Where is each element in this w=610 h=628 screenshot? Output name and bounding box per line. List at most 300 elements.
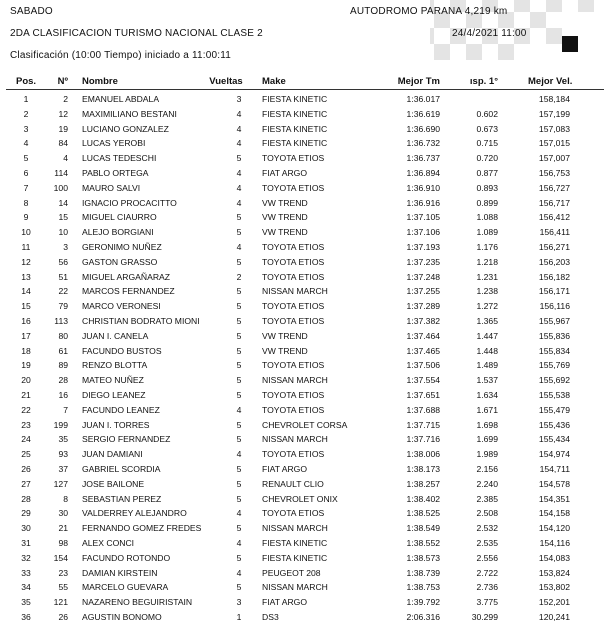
cell-make: TOYOTA ETIOS — [262, 508, 325, 519]
cell-make: TOYOTA ETIOS — [262, 301, 325, 312]
cell-laps: 5 — [236, 345, 242, 356]
checker-square — [430, 28, 434, 44]
cell-best-speed: 154,974 — [538, 449, 570, 460]
cell-make: RENAULT CLIO — [262, 478, 324, 489]
cell-position: 5 — [23, 153, 29, 164]
cell-best-speed: 154,116 — [539, 537, 570, 548]
cell-best-speed: 155,769 — [538, 360, 570, 371]
circuit-label: AUTODROMO PARANA 4,219 km — [350, 6, 508, 17]
cell-laps: 5 — [236, 389, 242, 400]
session-info: Clasificación (10:00 Tiempo) iniciado a 11:00:11 — [10, 50, 232, 61]
cell-make: VW TREND — [262, 212, 308, 223]
cell-best-speed: 156,411 — [539, 227, 570, 238]
cell-gap: 0.715 — [476, 138, 498, 149]
cell-make: VW TREND — [262, 345, 308, 356]
cell-make: TOYOTA ETIOS — [262, 256, 325, 267]
cell-best-speed: 157,007 — [538, 153, 570, 164]
cell-car-number: 22 — [58, 286, 68, 297]
cell-position: 33 — [21, 567, 31, 578]
cell-gap: 2.156 — [476, 463, 498, 474]
cell-car-number: 121 — [53, 597, 68, 608]
cell-best-time: 1:38.753 — [406, 582, 440, 593]
cell-laps: 5 — [236, 153, 242, 164]
cell-gap: 0.673 — [476, 123, 498, 134]
cell-best-speed: 154,351 — [538, 493, 570, 504]
cell-position: 34 — [21, 582, 31, 593]
cell-gap: 1.176 — [476, 241, 498, 252]
cell-position: 29 — [21, 508, 31, 519]
cell-position: 26 — [21, 463, 31, 474]
cell-best-speed: 156,412 — [538, 212, 570, 223]
table-row — [0, 521, 610, 536]
cell-best-speed: 154,158 — [538, 508, 570, 519]
cell-driver-name: MARCO VERONESI — [82, 301, 161, 312]
cell-best-time: 1:36.017 — [406, 94, 440, 104]
cell-best-speed: 155,434 — [538, 434, 570, 445]
cell-best-time: 1:39.792 — [406, 597, 440, 608]
cell-best-speed: 155,538 — [538, 389, 570, 400]
column-header-best-speed: Mejor Vel. — [528, 76, 573, 87]
checker-square-dark — [562, 36, 578, 52]
cell-laps: 4 — [236, 508, 242, 519]
cell-driver-name: JUAN I. CANELA — [82, 330, 149, 341]
cell-position: 30 — [21, 523, 31, 534]
cell-gap: 1.238 — [476, 286, 498, 297]
table-row — [0, 210, 610, 225]
cell-gap: 2.722 — [476, 567, 498, 578]
cell-make: TOYOTA ETIOS — [262, 315, 325, 326]
cell-position: 25 — [21, 449, 31, 460]
day-label: SABADO — [10, 6, 53, 17]
cell-best-time: 1:38.739 — [406, 567, 440, 578]
cell-driver-name: MARCOS FERNANDEZ — [82, 286, 175, 297]
cell-gap: 1.989 — [476, 449, 498, 460]
cell-driver-name: RENZO BLOTTA — [82, 360, 148, 371]
cell-driver-name: LUCAS TEDESCHI — [82, 153, 157, 164]
cell-make: TOYOTA ETIOS — [262, 360, 325, 371]
table-row — [0, 136, 610, 151]
cell-car-number: 93 — [58, 449, 68, 460]
cell-position: 11 — [21, 241, 31, 252]
cell-driver-name: MAXIMILIANO BESTANI — [82, 108, 177, 119]
column-header-best-time: Mejor Tm — [397, 76, 440, 87]
column-header-number: Nº — [57, 76, 68, 87]
table-row — [0, 166, 610, 181]
table-row — [0, 566, 610, 581]
checker-square — [514, 0, 530, 12]
cell-gap: 2.535 — [476, 537, 498, 548]
cell-car-number: 37 — [58, 463, 68, 474]
cell-position: 10 — [21, 227, 31, 238]
table-row — [0, 240, 610, 255]
cell-laps: 4 — [236, 537, 242, 548]
cell-driver-name: PABLO ORTEGA — [82, 167, 149, 178]
cell-best-speed: 156,717 — [538, 197, 570, 208]
cell-make: TOYOTA ETIOS — [262, 182, 325, 193]
cell-best-speed: 154,120 — [538, 523, 570, 534]
table-row — [0, 92, 610, 107]
session-title: 2DA CLASIFICACION TURISMO NACIONAL CLASE 2 — [10, 28, 263, 39]
cell-make: FIESTA KINETIC — [262, 94, 328, 104]
cell-laps: 5 — [236, 478, 242, 489]
cell-make: TOYOTA ETIOS — [262, 271, 325, 282]
cell-laps: 4 — [236, 138, 242, 149]
checker-square — [434, 44, 450, 60]
cell-car-number: 14 — [58, 197, 68, 208]
cell-driver-name: JUAN DAMIANI — [82, 449, 143, 460]
cell-laps: 5 — [236, 463, 242, 474]
cell-best-time: 1:37.715 — [406, 419, 440, 430]
cell-gap: 1.671 — [476, 404, 498, 415]
cell-position: 36 — [21, 611, 31, 622]
cell-car-number: 199 — [53, 419, 68, 430]
table-row — [0, 270, 610, 285]
cell-driver-name: FACUNDO ROTONDO — [82, 552, 171, 563]
checker-square — [578, 0, 594, 12]
cell-laps: 5 — [236, 523, 242, 534]
cell-make: CHEVROLET CORSA — [262, 419, 348, 430]
cell-make: CHEVROLET ONIX — [262, 493, 338, 504]
cell-gap: 1.698 — [476, 419, 498, 430]
cell-laps: 5 — [236, 256, 242, 267]
table-row — [0, 551, 610, 566]
cell-car-number: 26 — [58, 611, 68, 622]
cell-gap: 0.877 — [476, 167, 498, 178]
cell-best-time: 1:37.255 — [406, 286, 440, 297]
cell-make: NISSAN MARCH — [262, 375, 328, 386]
cell-car-number: 55 — [58, 582, 68, 593]
cell-driver-name: ALEJO BORGIANI — [82, 227, 154, 238]
cell-position: 18 — [21, 345, 31, 356]
cell-driver-name: GERONIMO NUÑEZ — [82, 241, 162, 252]
session-date: 24/4/2021 11:00 — [452, 28, 527, 39]
cell-position: 32 — [21, 552, 31, 563]
cell-laps: 3 — [236, 597, 242, 608]
cell-best-speed: 155,836 — [538, 330, 570, 341]
cell-best-speed: 154,578 — [538, 478, 570, 489]
cell-driver-name: ALEX CONCI — [82, 537, 135, 548]
table-row — [0, 595, 610, 610]
cell-gap: 1.489 — [476, 360, 498, 371]
cell-gap: 2.532 — [476, 523, 498, 534]
cell-gap: 1.699 — [476, 434, 498, 445]
cell-gap: 0.893 — [476, 182, 498, 193]
table-row — [0, 225, 610, 240]
cell-car-number: 100 — [53, 182, 68, 193]
cell-laps: 5 — [236, 493, 242, 504]
cell-make: FIAT ARGO — [262, 463, 308, 474]
cell-car-number: 7 — [63, 404, 68, 415]
cell-gap: 0.602 — [476, 108, 498, 119]
table-row — [0, 388, 610, 403]
cell-laps: 3 — [236, 94, 242, 104]
cell-gap: 1.448 — [476, 345, 498, 356]
cell-car-number: 2 — [63, 94, 68, 104]
table-row — [0, 314, 610, 329]
cell-driver-name: MAURO SALVI — [82, 182, 141, 193]
cell-best-time: 1:37.193 — [406, 241, 440, 252]
cell-best-time: 1:37.465 — [406, 345, 440, 356]
cell-driver-name: SEBASTIAN PEREZ — [82, 493, 162, 504]
cell-best-time: 1:36.916 — [406, 197, 440, 208]
cell-car-number: 51 — [58, 271, 68, 282]
table-row — [0, 477, 610, 492]
cell-laps: 5 — [236, 315, 242, 326]
results-table — [0, 92, 610, 625]
table-row — [0, 358, 610, 373]
cell-best-speed: 157,083 — [538, 123, 570, 134]
cell-best-time: 1:36.737 — [406, 153, 440, 164]
cell-car-number: 19 — [58, 123, 68, 134]
cell-position: 19 — [21, 360, 31, 371]
cell-gap: 0.720 — [476, 153, 498, 164]
cell-laps: 5 — [236, 375, 242, 386]
table-row — [0, 610, 610, 625]
cell-best-time: 1:37.289 — [406, 301, 440, 312]
cell-gap: 1.231 — [476, 271, 498, 282]
cell-car-number: 80 — [58, 330, 68, 341]
table-row — [0, 536, 610, 551]
cell-best-speed: 152,201 — [538, 597, 570, 608]
cell-best-time: 1:36.732 — [406, 138, 440, 149]
cell-driver-name: IGNACIO PROCACITTO — [82, 197, 177, 208]
cell-make: NISSAN MARCH — [262, 286, 328, 297]
cell-car-number: 127 — [53, 478, 68, 489]
cell-best-time: 1:38.549 — [406, 523, 440, 534]
cell-make: FIESTA KINETIC — [262, 123, 328, 134]
cell-best-time: 1:36.619 — [406, 108, 440, 119]
cell-position: 6 — [23, 167, 29, 178]
table-row — [0, 403, 610, 418]
cell-driver-name: FACUNDO BUSTOS — [82, 345, 162, 356]
cell-laps: 4 — [236, 449, 242, 460]
cell-car-number: 30 — [58, 508, 68, 519]
table-row — [0, 432, 610, 447]
cell-position: 20 — [21, 375, 31, 386]
checker-square — [546, 0, 562, 12]
cell-make: TOYOTA ETIOS — [262, 389, 325, 400]
cell-car-number: 35 — [58, 434, 68, 445]
cell-make: FIAT ARGO — [262, 597, 308, 608]
cell-position: 12 — [21, 256, 31, 267]
cell-make: FIESTA KINETIC — [262, 138, 328, 149]
cell-best-time: 1:36.910 — [406, 182, 440, 193]
cell-best-time: 1:37.464 — [406, 330, 440, 341]
cell-car-number: 28 — [58, 375, 68, 386]
cell-position: 16 — [21, 315, 31, 326]
cell-position: 9 — [23, 212, 29, 223]
cell-laps: 5 — [236, 434, 242, 445]
table-row — [0, 151, 610, 166]
cell-position: 14 — [21, 286, 31, 297]
cell-best-speed: 155,834 — [538, 345, 570, 356]
table-row — [0, 447, 610, 462]
cell-best-time: 1:37.235 — [406, 256, 440, 267]
cell-laps: 4 — [236, 241, 242, 252]
cell-position: 27 — [21, 478, 31, 489]
cell-car-number: 15 — [58, 212, 68, 223]
cell-make: FIESTA KINETIC — [262, 552, 328, 563]
cell-best-time: 1:37.651 — [406, 389, 440, 400]
column-header-make: Make — [262, 76, 286, 87]
cell-position: 17 — [21, 330, 31, 341]
cell-laps: 4 — [236, 108, 242, 119]
table-row — [0, 329, 610, 344]
cell-best-speed: 158,184 — [538, 94, 570, 104]
cell-make: NISSAN MARCH — [262, 434, 328, 445]
cell-best-speed: 156,116 — [539, 301, 570, 312]
cell-driver-name: DAMIAN KIRSTEIN — [82, 567, 158, 578]
cell-best-speed: 156,182 — [538, 271, 570, 282]
cell-position: 1 — [23, 94, 29, 104]
cell-best-speed: 153,824 — [538, 567, 570, 578]
cell-driver-name: NAZARENO BEGUIRISTAIN — [82, 597, 193, 608]
cell-position: 15 — [21, 301, 31, 312]
cell-gap: 3.775 — [476, 597, 498, 608]
cell-position: 24 — [21, 434, 31, 445]
cell-laps: 5 — [236, 301, 242, 312]
cell-make: FIESTA KINETIC — [262, 537, 328, 548]
cell-best-time: 1:38.525 — [406, 508, 440, 519]
cell-position: 35 — [21, 597, 31, 608]
cell-position: 22 — [21, 404, 31, 415]
cell-best-speed: 154,711 — [539, 463, 570, 474]
cell-gap: 1.365 — [476, 315, 498, 326]
cell-driver-name: MATEO NUÑEZ — [82, 375, 144, 386]
table-row — [0, 122, 610, 137]
cell-driver-name: MIGUEL CIAURRO — [82, 212, 157, 223]
cell-best-time: 1:38.573 — [406, 552, 440, 563]
cell-driver-name: EMANUEL ABDALA — [82, 94, 160, 104]
cell-make: VW TREND — [262, 330, 308, 341]
column-header-pos: Pos. — [16, 76, 37, 87]
table-row — [0, 580, 610, 595]
cell-best-time: 1:37.554 — [406, 375, 440, 386]
cell-position: 2 — [23, 108, 29, 119]
cell-position: 8 — [23, 197, 29, 208]
cell-car-number: 23 — [58, 567, 68, 578]
cell-best-speed: 156,171 — [538, 286, 570, 297]
cell-driver-name: GASTON GRASSO — [82, 256, 158, 267]
cell-driver-name: FACUNDO LEANEZ — [82, 404, 160, 415]
cell-driver-name: CHRISTIAN BODRATO MIONI — [82, 315, 200, 326]
cell-best-time: 1:36.894 — [406, 167, 440, 178]
cell-car-number: 12 — [58, 108, 68, 119]
cell-gap: 1.089 — [476, 227, 498, 238]
cell-best-time: 1:37.248 — [406, 271, 440, 282]
header-divider — [6, 89, 604, 90]
cell-laps: 4 — [236, 567, 242, 578]
cell-driver-name: VALDERREY ALEJANDRO — [82, 508, 187, 519]
cell-gap: 1.447 — [476, 330, 498, 341]
table-row — [0, 107, 610, 122]
cell-laps: 4 — [236, 197, 242, 208]
cell-best-time: 1:38.173 — [406, 463, 440, 474]
cell-best-speed: 157,015 — [538, 138, 570, 149]
cell-car-number: 3 — [63, 241, 68, 252]
cell-best-speed: 156,753 — [538, 167, 570, 178]
cell-laps: 5 — [236, 360, 242, 371]
table-row — [0, 418, 610, 433]
table-row — [0, 462, 610, 477]
cell-driver-name: LUCAS YEROBI — [82, 138, 146, 149]
table-row — [0, 506, 610, 521]
cell-gap: 1.634 — [476, 389, 498, 400]
cell-driver-name: SERGIO FERNANDEZ — [82, 434, 171, 445]
cell-gap: 30.299 — [471, 611, 498, 622]
cell-make: TOYOTA ETIOS — [262, 153, 325, 164]
cell-position: 28 — [21, 493, 31, 504]
cell-best-speed: 120,241 — [538, 611, 570, 622]
cell-best-time: 1:37.105 — [406, 212, 440, 223]
cell-car-number: 4 — [63, 153, 68, 164]
checker-square — [466, 44, 482, 60]
cell-position: 3 — [23, 123, 29, 134]
cell-make: TOYOTA ETIOS — [262, 241, 325, 252]
table-row — [0, 373, 610, 388]
cell-best-time: 1:38.257 — [406, 478, 440, 489]
table-row — [0, 284, 610, 299]
cell-make: TOYOTA ETIOS — [262, 449, 325, 460]
cell-best-time: 1:37.506 — [406, 360, 440, 371]
column-header-name: Nombre — [82, 76, 118, 87]
cell-driver-name: AGUSTIN BONOMO — [82, 611, 162, 622]
cell-position: 31 — [21, 537, 31, 548]
cell-best-speed: 153,802 — [538, 582, 570, 593]
cell-laps: 5 — [236, 330, 242, 341]
column-header-gap: ısp. 1° — [469, 76, 498, 87]
cell-car-number: 113 — [54, 315, 68, 326]
cell-make: FIESTA KINETIC — [262, 108, 328, 119]
table-row — [0, 181, 610, 196]
cell-best-time: 1:38.552 — [406, 537, 440, 548]
cell-laps: 5 — [236, 419, 242, 430]
cell-make: NISSAN MARCH — [262, 582, 328, 593]
cell-laps: 5 — [236, 227, 242, 238]
cell-best-speed: 155,436 — [538, 419, 570, 430]
cell-gap: 1.218 — [476, 256, 498, 267]
cell-driver-name: JOSE BAILONE — [82, 478, 145, 489]
cell-best-speed: 156,727 — [538, 182, 570, 193]
cell-driver-name: GABRIEL SCORDIA — [82, 463, 161, 474]
cell-position: 13 — [21, 271, 31, 282]
cell-best-time: 1:37.382 — [406, 315, 440, 326]
cell-best-speed: 157,199 — [538, 108, 570, 119]
cell-gap: 1.272 — [476, 301, 498, 312]
cell-car-number: 8 — [63, 493, 68, 504]
cell-driver-name: JUAN I. TORRES — [82, 419, 150, 430]
cell-make: DS3 — [262, 611, 279, 622]
cell-position: 23 — [21, 419, 31, 430]
cell-best-time: 1:36.690 — [406, 123, 440, 134]
column-header-laps: Vueltas — [209, 76, 243, 87]
cell-laps: 4 — [236, 404, 242, 415]
cell-car-number: 61 — [58, 345, 68, 356]
cell-laps: 2 — [236, 271, 242, 282]
cell-car-number: 114 — [54, 167, 68, 178]
cell-car-number: 21 — [58, 523, 68, 534]
cell-driver-name: FERNANDO GOMEZ FREDES — [82, 523, 202, 534]
cell-driver-name: DIEGO LEANEZ — [82, 389, 146, 400]
cell-car-number: 16 — [58, 389, 68, 400]
cell-gap: 2.240 — [476, 478, 498, 489]
cell-make: VW TREND — [262, 227, 308, 238]
cell-car-number: 56 — [58, 256, 68, 267]
cell-gap: 1.088 — [476, 212, 498, 223]
cell-gap: 2.385 — [476, 493, 498, 504]
table-row — [0, 196, 610, 211]
cell-laps: 4 — [236, 182, 242, 193]
